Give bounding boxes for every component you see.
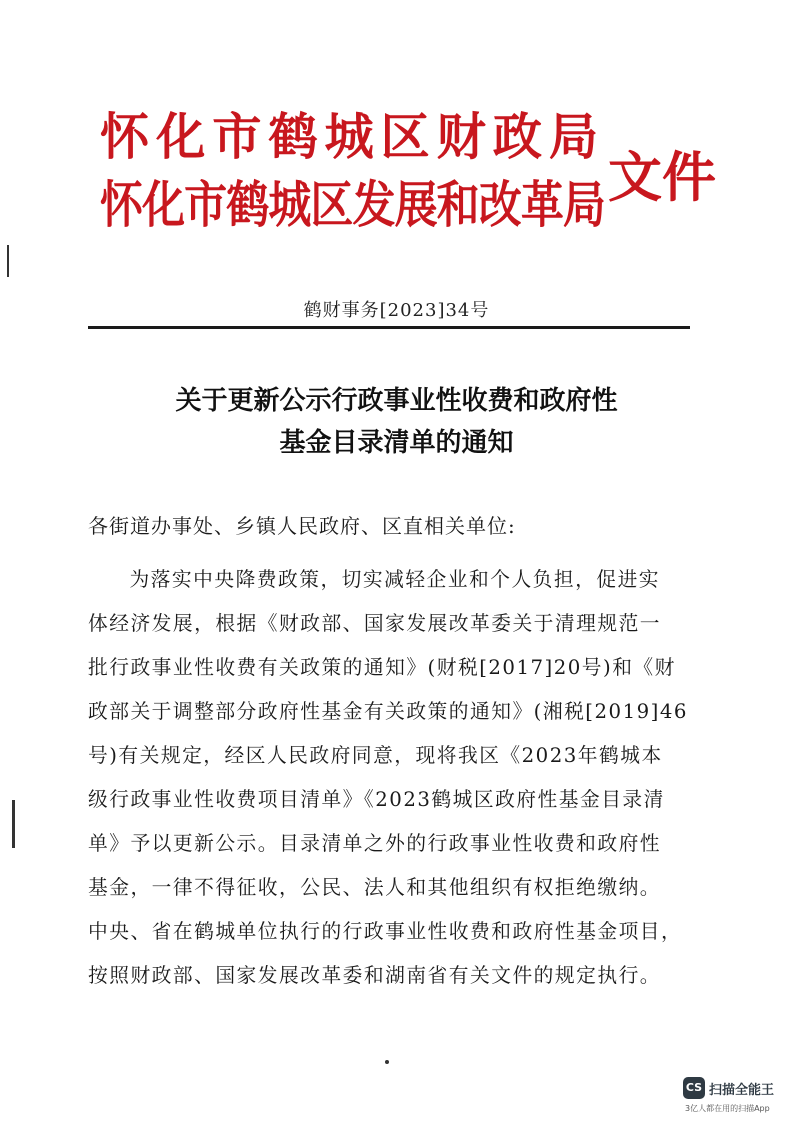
issuing-agencies <box>100 107 610 242</box>
header-divider <box>88 326 690 329</box>
scan-binding-mark <box>7 245 9 277</box>
watermark-app-name: 扫描全能王 <box>709 1083 775 1098</box>
scan-binding-mark <box>12 800 15 848</box>
body-line: 基金，一律不得征收，公民、法人和其他组织有权拒绝缴纳。 <box>88 875 662 899</box>
scanner-watermark <box>683 1077 787 1117</box>
watermark-tagline: 3亿人都在用的扫描App <box>685 1104 770 1113</box>
body-line: 体经济发展，根据《财政部、国家发展改革委关于清理规范一 <box>88 611 662 635</box>
agency-name-finance: 怀化市鹤城区财政局 <box>100 107 605 166</box>
body-line: 按照财政部、国家发展改革委和湖南省有关文件的规定执行。 <box>88 963 662 987</box>
document-number: 鹤财事务[2023]34号 <box>303 300 490 321</box>
addressee: 各街道办事处、乡镇人民政府、区直相关单位: <box>88 514 516 538</box>
body-line: 政部关于调整部分政府性基金有关政策的通知》(湘税[2019]46 <box>88 699 688 723</box>
body-line: 中央、省在鹤城单位执行的行政事业性收费和政府性基金项目， <box>88 919 683 943</box>
body-line: 单》予以更新公示。目录清单之外的行政事业性收费和政府性 <box>88 831 662 855</box>
document-type-label: 文件 <box>608 145 716 209</box>
document-title-line-2: 基金目录清单的通知 <box>279 428 514 458</box>
document-title <box>0 380 793 464</box>
agency-name-development-reform: 怀化市鹤城区发展和改革局 <box>100 175 605 234</box>
body-line: 为落实中央降费政策，切实减轻企业和个人负担，促进实 <box>129 567 661 591</box>
document-title-line-1: 关于更新公示行政事业性收费和政府性 <box>175 386 618 416</box>
camscanner-logo-icon: CS <box>683 1077 705 1099</box>
body-paragraph <box>88 557 708 997</box>
body-line: 批行政事业性收费有关政策的通知》(财税[2017]20号)和《财 <box>88 655 676 679</box>
scan-speck <box>385 1060 389 1064</box>
body-line: 号)有关规定，经区人民政府同意，现将我区《2023年鹤城本 <box>88 743 663 767</box>
body-line: 级行政事业性收费项目清单》《2023鹤城区政府性基金目录清 <box>88 787 665 811</box>
